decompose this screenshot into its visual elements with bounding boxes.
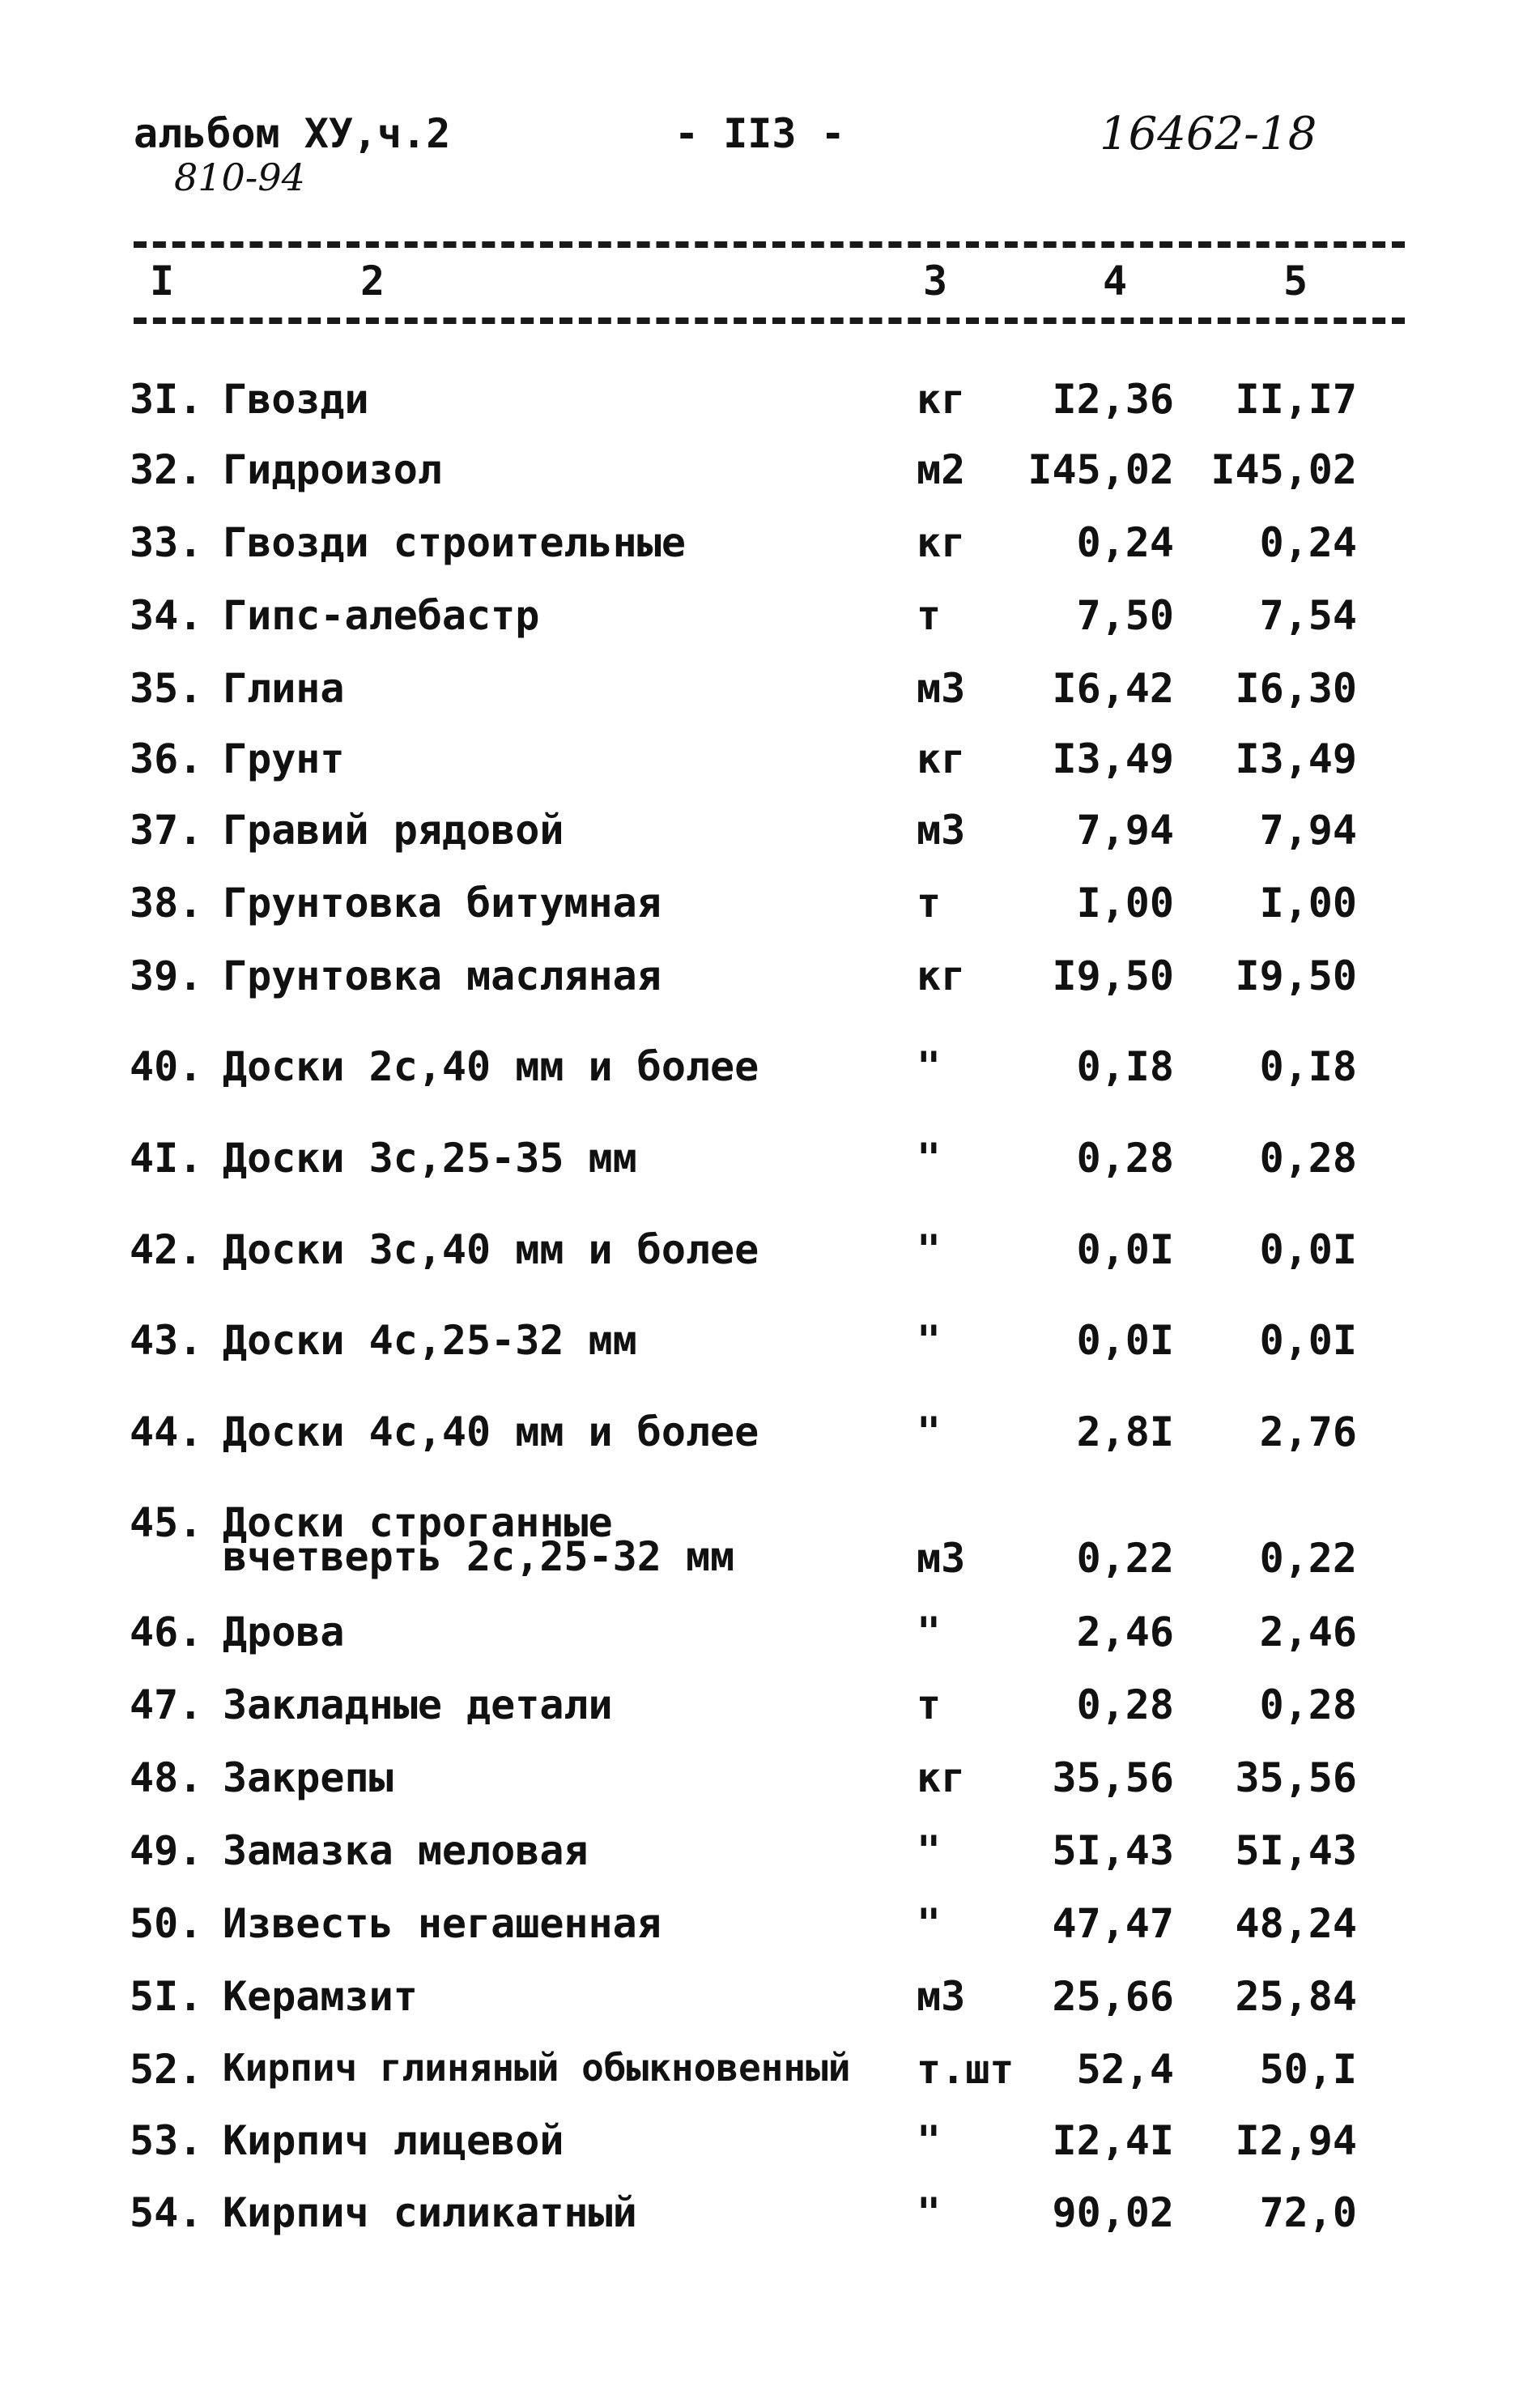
column-header-3: 3 (923, 258, 948, 305)
unit: т.шт (917, 2046, 1015, 2093)
table-row (0, 1609, 1540, 1660)
unit: " (917, 1226, 942, 1273)
row-number: 49. (130, 1827, 203, 1874)
material-name: Гидроизол (223, 446, 442, 493)
table-row (0, 446, 1540, 498)
unit: т (917, 1681, 942, 1728)
row-number: 53. (130, 2117, 203, 2164)
table-row (0, 519, 1540, 571)
table-row (0, 1135, 1540, 1187)
material-name: Доски 2с,40 мм и более (223, 1043, 759, 1090)
unit: кг (917, 735, 966, 782)
row-number: 35. (130, 665, 203, 712)
material-name: Грунт (223, 735, 345, 782)
row-number: 48. (130, 1754, 203, 1801)
table-row (0, 1900, 1540, 1952)
material-name: Известь негашенная (223, 1900, 662, 1947)
material-name: Доски 4с,25-32 мм (223, 1317, 637, 1364)
unit: кг (917, 376, 966, 423)
material-name: Доски 3с,40 мм и более (223, 1226, 759, 1273)
value-col-5: 50,I (1259, 2046, 1357, 2093)
handwritten-code: 810-94 (174, 156, 305, 199)
table-row (0, 2189, 1540, 2241)
unit: м3 (917, 665, 966, 712)
table-row (0, 735, 1540, 787)
value-col-5: 48,24 (1235, 1900, 1357, 1947)
material-name: Гипс-алебастр (223, 592, 540, 639)
table-row (0, 376, 1540, 428)
unit: " (917, 1043, 942, 1090)
value-col-5: 0,24 (1259, 519, 1357, 566)
value-col-5: II,I7 (1235, 376, 1357, 423)
unit: " (917, 1609, 942, 1655)
value-col-4: 90,02 (1052, 2189, 1174, 2236)
material-name: Доски 3с,25-35 мм (223, 1135, 637, 1182)
material-name-continued: вчетверть 2с,25-32 мм (223, 1533, 735, 1580)
value-col-5: 0,28 (1259, 1135, 1357, 1182)
row-number: 37. (130, 807, 203, 854)
value-col-5: I45,02 (1210, 446, 1357, 493)
value-col-5: I9,50 (1235, 952, 1357, 999)
table-row (0, 952, 1540, 1004)
row-number: 44. (130, 1408, 203, 1455)
value-col-5: 7,54 (1259, 592, 1357, 639)
table-row (0, 1754, 1540, 1806)
header-top-rule (134, 241, 1405, 248)
value-col-4: I,00 (1076, 880, 1174, 927)
material-name: Замазка меловая (223, 1827, 589, 1874)
value-col-4: 0,28 (1076, 1135, 1174, 1182)
value-col-4: 2,8I (1076, 1408, 1174, 1455)
table-row (0, 665, 1540, 717)
value-col-5: I2,94 (1235, 2117, 1357, 2164)
unit: м3 (917, 807, 966, 854)
table-row (0, 1681, 1540, 1733)
value-col-4: 0,0I (1076, 1226, 1174, 1273)
value-col-5: 5I,43 (1235, 1827, 1357, 1874)
value-col-4: 35,56 (1052, 1754, 1174, 1801)
table-row (0, 1226, 1540, 1278)
table-row (0, 1317, 1540, 1369)
value-col-4: I6,42 (1052, 665, 1174, 712)
value-col-4: I45,02 (1027, 446, 1174, 493)
row-number: 38. (130, 880, 203, 927)
unit: " (917, 2117, 942, 2164)
value-col-5: I3,49 (1235, 735, 1357, 782)
row-number: 39. (130, 952, 203, 999)
value-col-4: 0,28 (1076, 1681, 1174, 1728)
table-row (0, 807, 1540, 859)
row-number: 50. (130, 1900, 203, 1947)
column-header-2: 2 (360, 258, 385, 305)
table-row (0, 880, 1540, 931)
value-col-5: 72,0 (1259, 2189, 1357, 2236)
material-name: Доски строганные (223, 1499, 613, 1546)
handwritten-document-number: 16462-18 (1100, 108, 1317, 160)
row-number: 45. (130, 1499, 203, 1546)
value-col-4: 47,47 (1052, 1900, 1174, 1947)
material-name: Грунтовка битумная (223, 880, 662, 927)
value-col-5: 2,76 (1259, 1408, 1357, 1455)
material-name: Дрова (223, 1609, 345, 1655)
unit: м3 (917, 1535, 966, 1582)
row-number: 4I. (130, 1135, 203, 1182)
value-col-5: 25,84 (1235, 1973, 1357, 2020)
value-col-4: 5I,43 (1052, 1827, 1174, 1874)
value-col-5: 0,28 (1259, 1681, 1357, 1728)
unit: " (917, 1135, 942, 1182)
row-number: 34. (130, 592, 203, 639)
value-col-4: I2,4I (1052, 2117, 1174, 2164)
table-row (0, 1973, 1540, 2025)
unit: " (917, 2189, 942, 2236)
unit: " (917, 1900, 942, 1947)
column-header-1: I (150, 258, 175, 305)
value-col-4: 0,0I (1076, 1317, 1174, 1364)
unit: т (917, 592, 942, 639)
row-number: 42. (130, 1226, 203, 1273)
value-col-5: I,00 (1259, 880, 1357, 927)
unit: кг (917, 952, 966, 999)
row-number: 46. (130, 1609, 203, 1655)
value-col-5: 0,22 (1259, 1535, 1357, 1582)
unit: " (917, 1827, 942, 1874)
value-col-4: 25,66 (1052, 1973, 1174, 2020)
value-col-4: 7,94 (1076, 807, 1174, 854)
table-row (0, 592, 1540, 644)
unit: м2 (917, 446, 966, 493)
value-col-4: 52,4 (1076, 2046, 1174, 2093)
table-row (0, 2117, 1540, 2169)
material-name: Глина (223, 665, 345, 712)
table-row (0, 1408, 1540, 1460)
table-row (0, 1043, 1540, 1095)
value-col-4: 0,22 (1076, 1535, 1174, 1582)
album-reference: альбом ХУ,ч.2 (134, 110, 451, 157)
material-name: Гравий рядовой (223, 807, 564, 854)
table-row (0, 2046, 1540, 2098)
value-col-5: 2,46 (1259, 1609, 1357, 1655)
row-number: 3I. (130, 376, 203, 423)
column-header-5: 5 (1283, 258, 1308, 305)
value-col-4: I2,36 (1052, 376, 1174, 423)
unit: т (917, 880, 942, 927)
header-bottom-rule (134, 317, 1405, 324)
material-name: Доски 4с,40 мм и более (223, 1408, 759, 1455)
value-col-5: I6,30 (1235, 665, 1357, 712)
unit: " (917, 1317, 942, 1364)
value-col-5: 35,56 (1235, 1754, 1357, 1801)
unit: кг (917, 1754, 966, 1801)
value-col-4: I3,49 (1052, 735, 1174, 782)
material-name: Гвозди (223, 376, 369, 423)
value-col-4: 7,50 (1076, 592, 1174, 639)
value-col-4: 0,24 (1076, 519, 1174, 566)
unit: кг (917, 519, 966, 566)
value-col-5: 0,0I (1259, 1226, 1357, 1273)
row-number: 54. (130, 2189, 203, 2236)
row-number: 47. (130, 1681, 203, 1728)
value-col-4: I9,50 (1052, 952, 1174, 999)
material-name: Закладные детали (223, 1681, 613, 1728)
row-number: 33. (130, 519, 203, 566)
column-header-4: 4 (1103, 258, 1128, 305)
value-col-5: 0,I8 (1259, 1043, 1357, 1090)
table-row (0, 1827, 1540, 1879)
material-name: Кирпич силикатный (223, 2189, 637, 2236)
value-col-4: 2,46 (1076, 1609, 1174, 1655)
material-name: Закрепы (223, 1754, 394, 1801)
row-number: 40. (130, 1043, 203, 1090)
material-name: Кирпич глиняный обыкновенный (223, 2046, 851, 2090)
material-name: Грунтовка масляная (223, 952, 662, 999)
page-number: - II3 - (674, 110, 845, 157)
table-row (0, 1499, 1540, 1592)
unit: м3 (917, 1973, 966, 2020)
value-col-4: 0,I8 (1076, 1043, 1174, 1090)
material-name: Кирпич лицевой (223, 2117, 564, 2164)
material-name: Гвозди строительные (223, 519, 686, 566)
row-number: 5I. (130, 1973, 203, 2020)
row-number: 36. (130, 735, 203, 782)
row-number: 52. (130, 2046, 203, 2093)
row-number: 43. (130, 1317, 203, 1364)
row-number: 32. (130, 446, 203, 493)
value-col-5: 0,0I (1259, 1317, 1357, 1364)
material-name: Керамзит (223, 1973, 418, 2020)
value-col-5: 7,94 (1259, 807, 1357, 854)
unit: " (917, 1408, 942, 1455)
